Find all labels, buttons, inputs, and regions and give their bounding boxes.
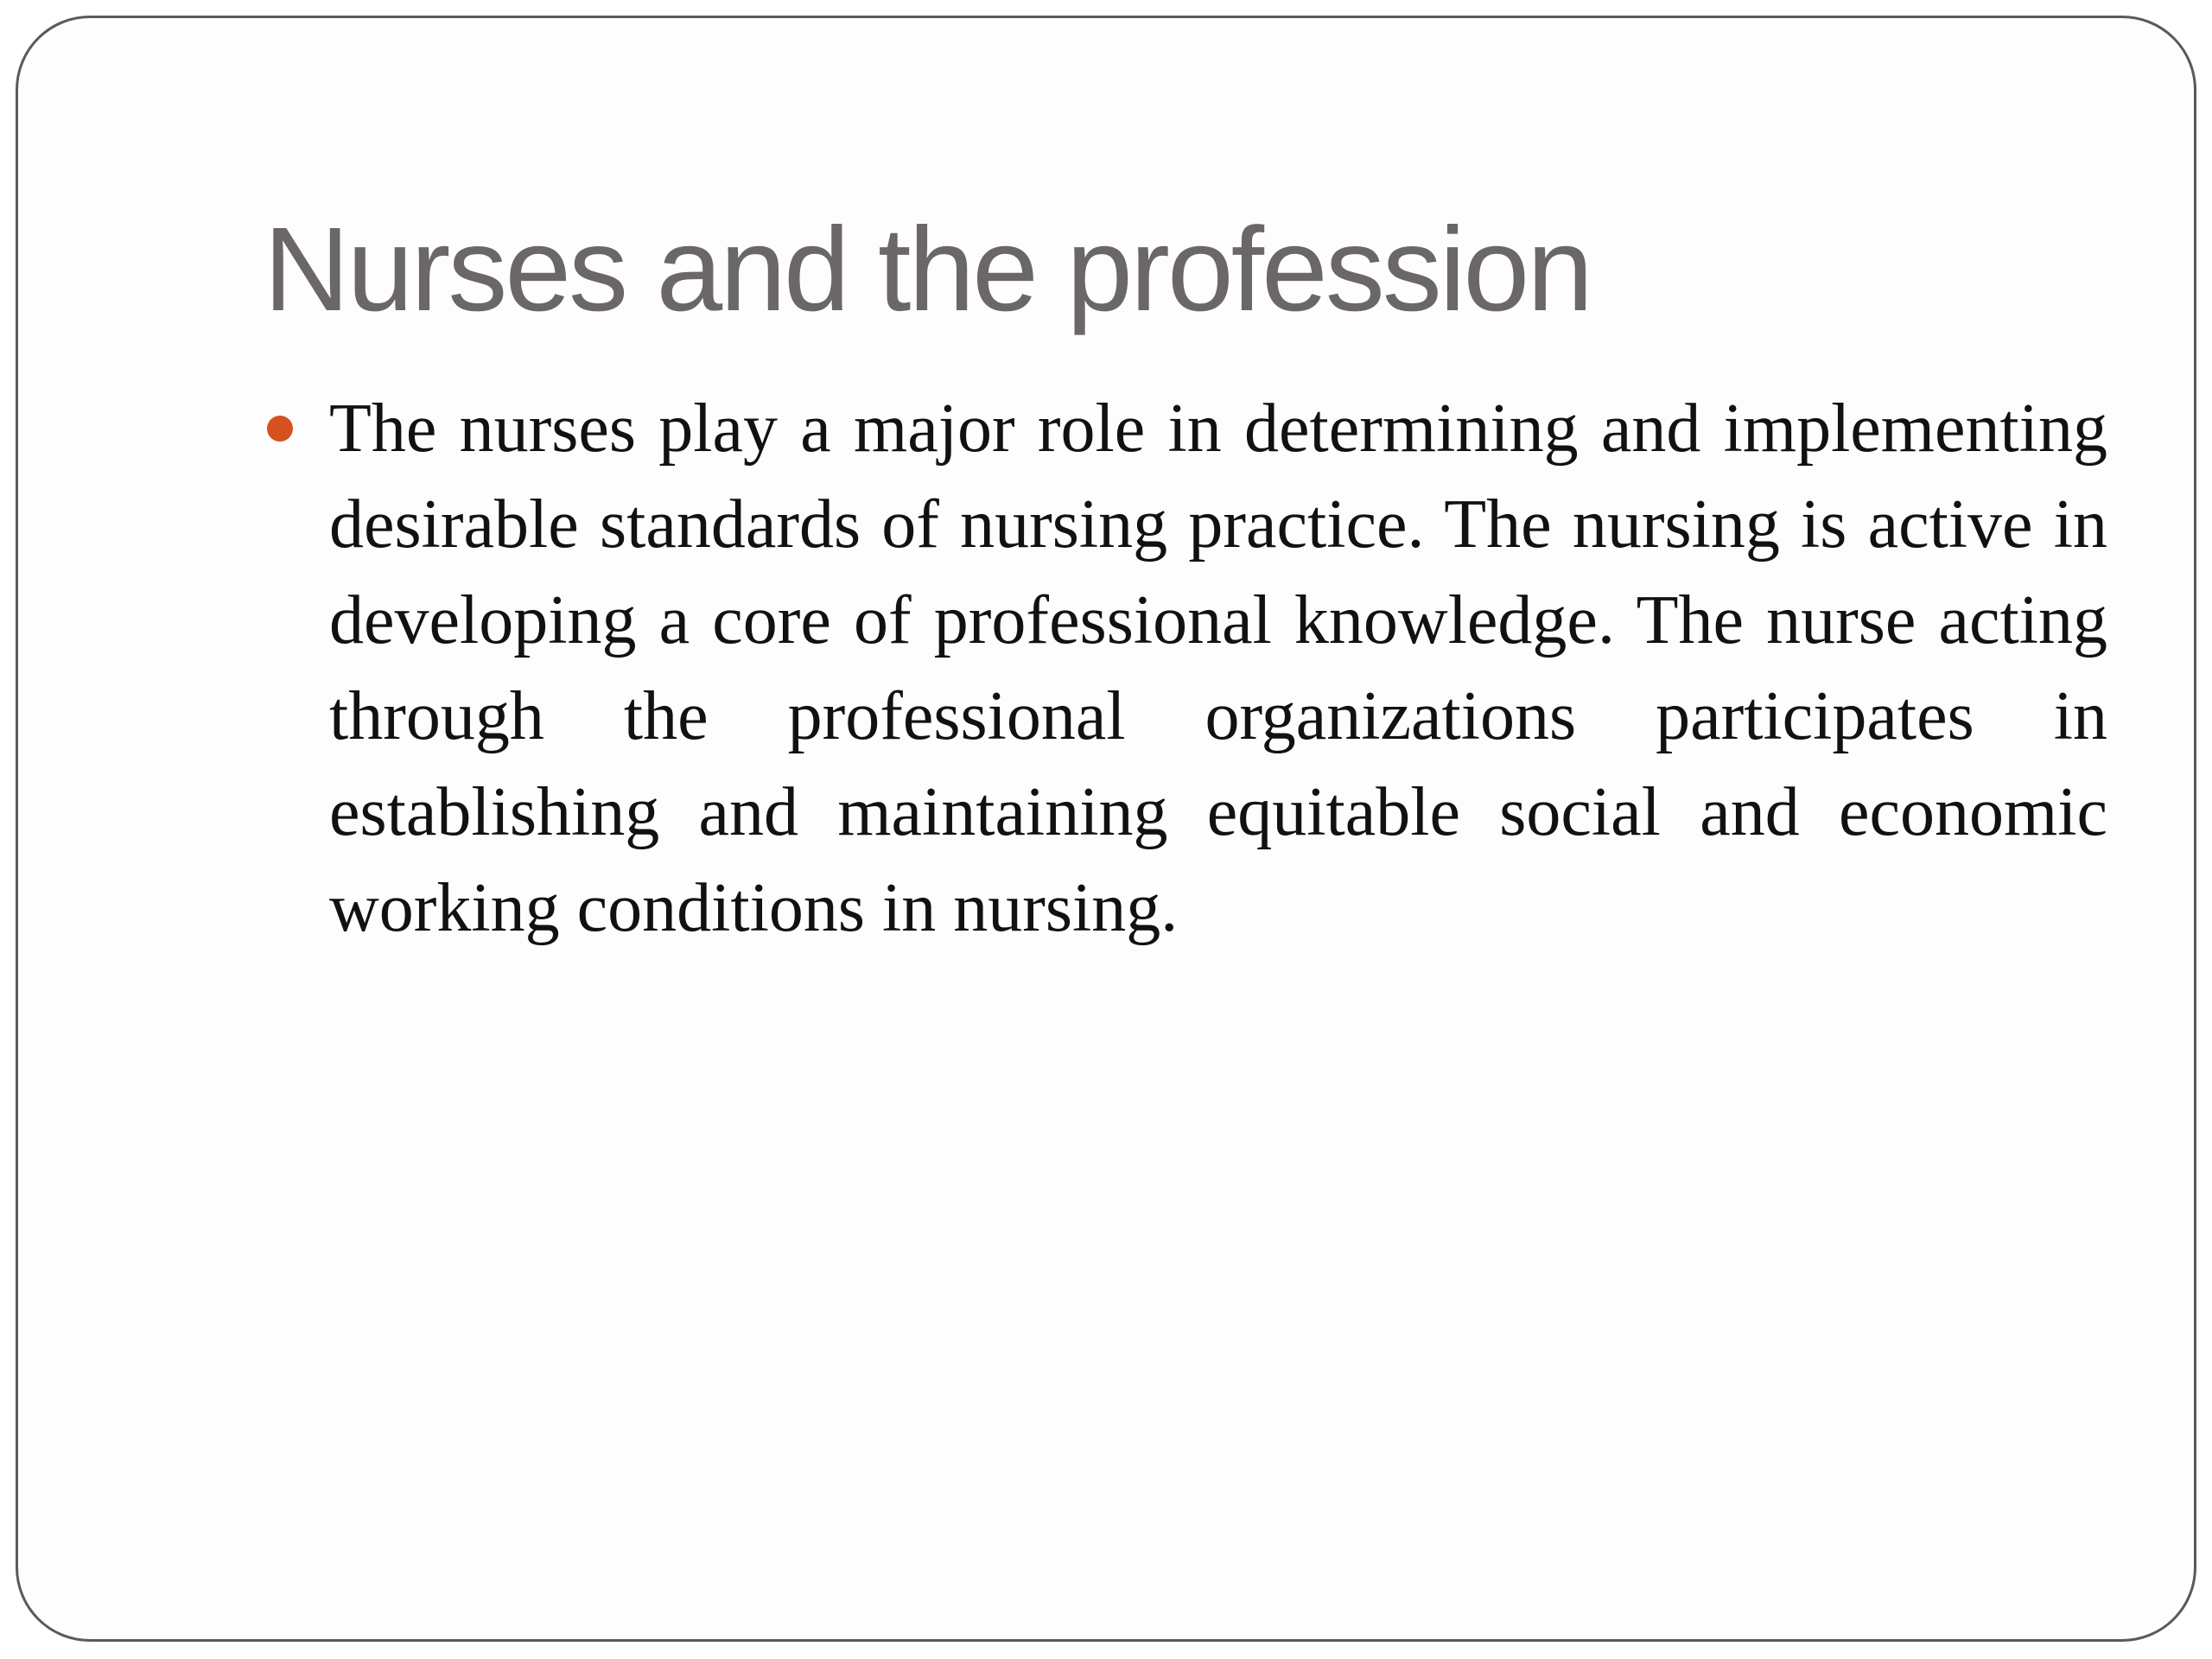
bullet-list xyxy=(264,381,2107,957)
slide-title: Nurses and the profession xyxy=(264,203,1591,336)
slide-frame xyxy=(16,16,2196,1642)
bullet-text: The nurses play a major role in determining and implementing desirable standards of nursing practice. The nursing is active in developing a core of professional knowledge. The nurse acting through the professional organizations participates in establishing and maintaining equitable social and economic working conditions in nursing. xyxy=(329,391,2107,946)
bullet-dot-icon xyxy=(267,416,293,442)
bullet-item xyxy=(264,381,2107,957)
